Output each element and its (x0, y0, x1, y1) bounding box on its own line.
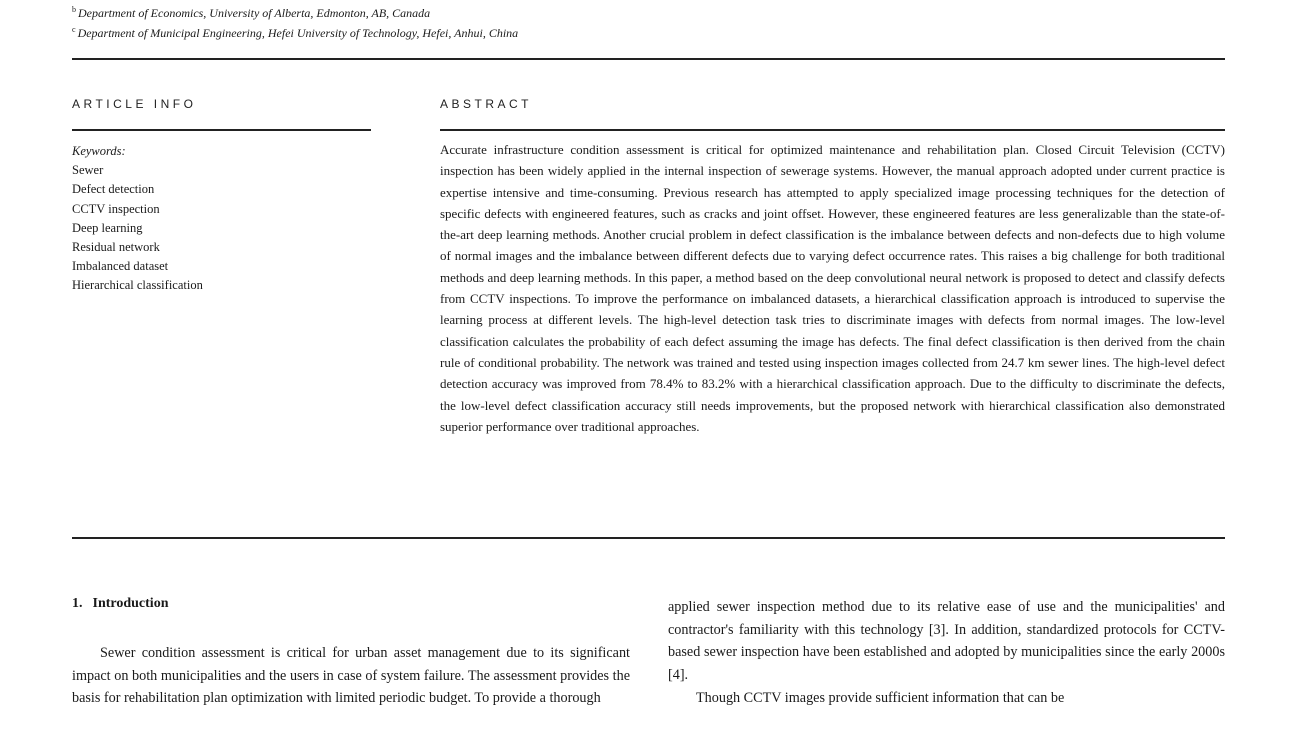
section-number: 1. (72, 596, 83, 611)
article-info-divider (72, 129, 371, 131)
intro-paragraph: Though CCTV images provide sufficient information that can be (696, 689, 1065, 706)
header-divider (72, 58, 1225, 60)
abstract-divider (440, 129, 1225, 131)
affiliation-text: Department of Municipal Engineering, Hefei University of Technology, Hefei, Anhui, China (77, 26, 519, 40)
abstract-end-divider (72, 537, 1225, 539)
intro-paragraph: applied sewer inspection method due to its relative ease of use and the municipalities' and contractor's familiarity with this technology [3]. In addition, standardized protocols for CCTV-based sewer inspection have been established and adopted by municipalities since the early 2000s [4]. (668, 599, 1225, 684)
abstract-text: Accurate infrastructure condition assessment is critical for optimized maintenance and rehabilitation plan. Closed Circuit Television (CCTV) inspection has been widely applied in the internal inspection of sewerage systems. However, the manual approach adopted under current practice is expertise intensive and time-consuming. Previous research has attempted to apply specialized image processing techniques for the detection of specific defects with engineered features, such as cracks and joint offset. However, these engineered features are less generalizable than the state-of-the-art deep learning methods. Another crucial problem in defect classification is the imbalance between defects and non-defects due to high volume of normal images and the imbalance between different defects due to varying defect occurrence rates. This raises a big challenge for both traditional methods and deep learning methods. In this paper, a method based on the deep convolutional neural network is proposed to detect and classify defects from CCTV inspections. To improve the performance on imbalanced datasets, a hierarchical classification approach is introduced to supervise the learning process at different levels. The high-level detection task tries to discriminate images with defects from normal images. The low-level classification calculates the probability of each defect assuming the image has defects. The final defect classification is then derived from the chain rule of conditional probability. The network was trained and tested using inspection images collected from 24.7 km sewer lines. The high-level defect detection accuracy was improved from 78.4% to 83.2% with a hierarchical classification approach. Due to the difficulty to discriminate the defects, the low-level defect classification accuracy still needs improvements, but the proposed network with hierarchical classification also demonstrated superior performance over traditional approaches. (440, 142, 1225, 434)
keyword-item: Deep learning (72, 220, 143, 235)
keyword-item: Hierarchical classification (72, 278, 203, 293)
affiliation-c (72, 25, 518, 41)
section-heading (72, 596, 168, 612)
keyword-item: Residual network (72, 240, 160, 255)
left-column (72, 642, 630, 710)
keyword-item: Defect detection (72, 182, 155, 197)
keyword-item: Sewer (72, 163, 104, 178)
abstract-heading: ABSTRACT (440, 97, 533, 111)
section-title: Introduction (92, 596, 169, 611)
keyword-item: CCTV inspection (72, 201, 160, 216)
keyword-item: Imbalanced dataset (72, 259, 169, 274)
keywords-label: Keywords: (72, 144, 126, 158)
article-info-heading: ARTICLE INFO (72, 97, 197, 111)
affiliation-marker: b (72, 5, 76, 14)
affiliation-b (72, 5, 430, 21)
affiliation-marker: c (72, 25, 76, 34)
keywords-block (72, 142, 203, 296)
affiliation-text: Department of Economics, University of Alberta, Edmonton, AB, Canada (78, 6, 431, 20)
right-column (668, 596, 1225, 710)
intro-paragraph: Sewer condition assessment is critical for urban asset management due to its significant impact on both municipalities and the users in case of system failure. The assessment provides the basis for rehabilitation plan optimization with limited periodic budget. To provide a thorough (72, 645, 630, 707)
